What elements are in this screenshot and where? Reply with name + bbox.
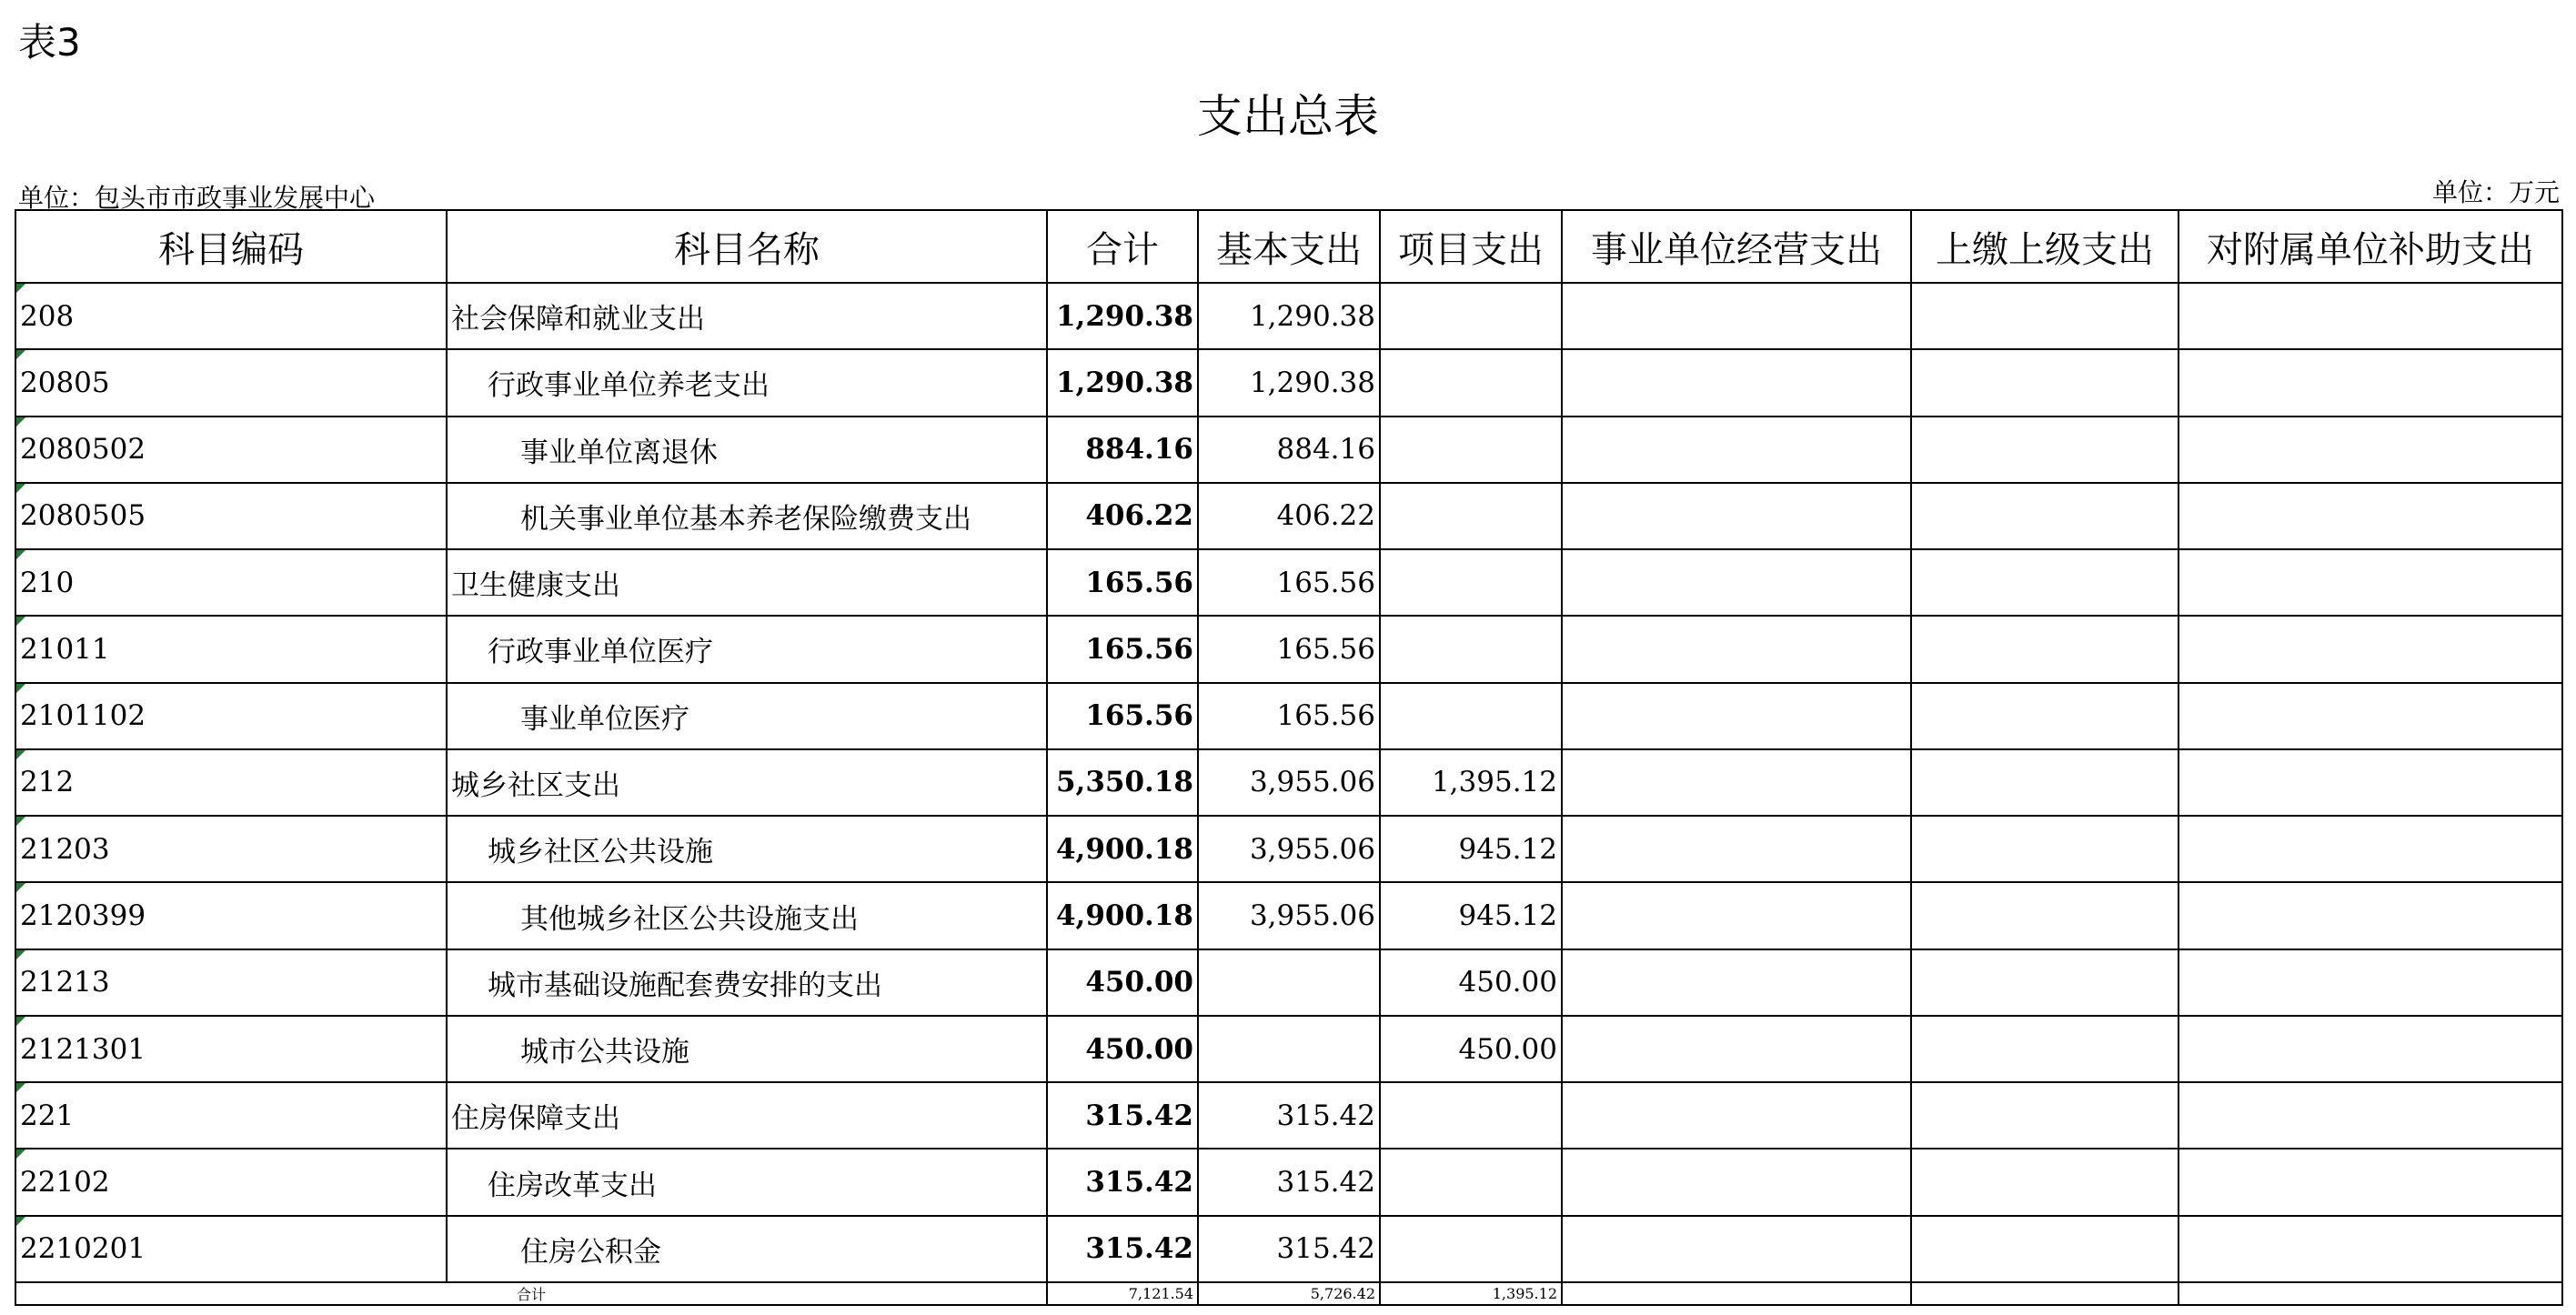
cell-total: 165.56 bbox=[1047, 549, 1198, 616]
cell-project bbox=[1380, 1082, 1562, 1149]
cell-basic: 1,290.38 bbox=[1198, 349, 1380, 416]
cell-project bbox=[1380, 1216, 1562, 1282]
cell-basic: 315.42 bbox=[1198, 1082, 1380, 1149]
cell-subsidy bbox=[2179, 1149, 2562, 1215]
cell-subsidy bbox=[2179, 816, 2562, 882]
cell-basic: 406.22 bbox=[1198, 483, 1380, 549]
cell-upper bbox=[1911, 882, 2179, 949]
cell-subsidy bbox=[2179, 1216, 2562, 1282]
cell-subsidy bbox=[2179, 949, 2562, 1016]
cell-project: 450.00 bbox=[1380, 1016, 1562, 1082]
cell-name: 其他城乡社区公共设施支出 bbox=[447, 882, 1047, 949]
cell-total: 1,290.38 bbox=[1047, 283, 1198, 349]
expenditure-table-container bbox=[15, 209, 2561, 1306]
cell-project bbox=[1380, 549, 1562, 616]
cell-business bbox=[1562, 549, 1911, 616]
total-project: 1,395.12 bbox=[1380, 1282, 1562, 1305]
table-row bbox=[15, 483, 2562, 549]
cell-business bbox=[1562, 882, 1911, 949]
cell-total: 1,290.38 bbox=[1047, 349, 1198, 416]
cell-subsidy bbox=[2179, 417, 2562, 483]
cell-basic: 3,955.06 bbox=[1198, 882, 1380, 949]
cell-subsidy bbox=[2179, 1082, 2562, 1149]
cell-basic: 165.56 bbox=[1198, 616, 1380, 682]
cell-name: 卫生健康支出 bbox=[447, 549, 1047, 616]
cell-basic: 884.16 bbox=[1198, 417, 1380, 483]
cell-project: 945.12 bbox=[1380, 882, 1562, 949]
unit-organization: 单位：包头市市政事业发展中心 bbox=[18, 183, 376, 213]
cell-total: 450.00 bbox=[1047, 1016, 1198, 1082]
cell-upper bbox=[1911, 949, 2179, 1016]
cell-business bbox=[1562, 417, 1911, 483]
cell-total: 450.00 bbox=[1047, 949, 1198, 1016]
total-row bbox=[15, 1282, 2562, 1305]
cell-code: 2210201 bbox=[15, 1216, 447, 1282]
total-upper bbox=[1911, 1282, 2179, 1305]
cell-name: 住房保障支出 bbox=[447, 1082, 1047, 1149]
table-row bbox=[15, 1082, 2562, 1149]
cell-upper bbox=[1911, 616, 2179, 682]
cell-business bbox=[1562, 816, 1911, 882]
cell-code: 21011 bbox=[15, 616, 447, 682]
table-row bbox=[15, 1216, 2562, 1282]
cell-name: 行政事业单位医疗 bbox=[447, 616, 1047, 682]
cell-basic: 3,955.06 bbox=[1198, 749, 1380, 816]
header-basic: 基本支出 bbox=[1198, 210, 1380, 283]
cell-basic: 1,290.38 bbox=[1198, 283, 1380, 349]
table-row bbox=[15, 949, 2562, 1016]
cell-total: 4,900.18 bbox=[1047, 882, 1198, 949]
cell-business bbox=[1562, 683, 1911, 749]
cell-project bbox=[1380, 283, 1562, 349]
cell-subsidy bbox=[2179, 882, 2562, 949]
cell-project bbox=[1380, 1149, 1562, 1215]
cell-code: 2121301 bbox=[15, 1016, 447, 1082]
header-total: 合计 bbox=[1047, 210, 1198, 283]
cell-upper bbox=[1911, 483, 2179, 549]
cell-name: 社会保障和就业支出 bbox=[447, 283, 1047, 349]
cell-subsidy bbox=[2179, 749, 2562, 816]
cell-basic: 165.56 bbox=[1198, 683, 1380, 749]
header-upper: 上缴上级支出 bbox=[1911, 210, 2179, 283]
cell-subsidy bbox=[2179, 683, 2562, 749]
cell-basic bbox=[1198, 949, 1380, 1016]
total-label: 合计 bbox=[15, 1282, 1047, 1305]
total-business bbox=[1562, 1282, 1911, 1305]
cell-project bbox=[1380, 483, 1562, 549]
unit-currency: 单位：万元 bbox=[2431, 177, 2560, 207]
table-row bbox=[15, 549, 2562, 616]
table-row bbox=[15, 616, 2562, 682]
cell-upper bbox=[1911, 1082, 2179, 1149]
table-number: 表3 bbox=[18, 20, 81, 65]
cell-total: 5,350.18 bbox=[1047, 749, 1198, 816]
header-name: 科目名称 bbox=[447, 210, 1047, 283]
cell-upper bbox=[1911, 683, 2179, 749]
cell-code: 2080505 bbox=[15, 483, 447, 549]
cell-business bbox=[1562, 483, 1911, 549]
cell-subsidy bbox=[2179, 283, 2562, 349]
cell-code: 21213 bbox=[15, 949, 447, 1016]
cell-basic bbox=[1198, 1016, 1380, 1082]
cell-total: 884.16 bbox=[1047, 417, 1198, 483]
cell-code: 22102 bbox=[15, 1149, 447, 1215]
cell-basic: 165.56 bbox=[1198, 549, 1380, 616]
cell-code: 2101102 bbox=[15, 683, 447, 749]
cell-name: 城乡社区公共设施 bbox=[447, 816, 1047, 882]
cell-business bbox=[1562, 283, 1911, 349]
total-basic: 5,726.42 bbox=[1198, 1282, 1380, 1305]
cell-subsidy bbox=[2179, 349, 2562, 416]
cell-subsidy bbox=[2179, 616, 2562, 682]
table-row bbox=[15, 882, 2562, 949]
cell-project bbox=[1380, 616, 1562, 682]
cell-upper bbox=[1911, 417, 2179, 483]
header-subsidy: 对附属单位补助支出 bbox=[2179, 210, 2562, 283]
cell-total: 315.42 bbox=[1047, 1216, 1198, 1282]
total-subsidy bbox=[2179, 1282, 2562, 1305]
cell-code: 20805 bbox=[15, 349, 447, 416]
cell-business bbox=[1562, 1149, 1911, 1215]
cell-project bbox=[1380, 683, 1562, 749]
cell-upper bbox=[1911, 749, 2179, 816]
table-row bbox=[15, 816, 2562, 882]
table-row bbox=[15, 1149, 2562, 1215]
cell-code: 212 bbox=[15, 749, 447, 816]
cell-upper bbox=[1911, 1016, 2179, 1082]
cell-upper bbox=[1911, 1216, 2179, 1282]
table-row bbox=[15, 683, 2562, 749]
cell-code: 2080502 bbox=[15, 417, 447, 483]
page-title: 支出总表 bbox=[1197, 90, 1379, 143]
table-row bbox=[15, 749, 2562, 816]
table-row bbox=[15, 283, 2562, 349]
cell-business bbox=[1562, 616, 1911, 682]
cell-project: 945.12 bbox=[1380, 816, 1562, 882]
cell-code: 21203 bbox=[15, 816, 447, 882]
cell-basic: 315.42 bbox=[1198, 1216, 1380, 1282]
cell-total: 315.42 bbox=[1047, 1082, 1198, 1149]
expenditure-table bbox=[15, 209, 2563, 1306]
cell-business bbox=[1562, 749, 1911, 816]
cell-name: 城市公共设施 bbox=[447, 1016, 1047, 1082]
cell-business bbox=[1562, 1016, 1911, 1082]
cell-business bbox=[1562, 1082, 1911, 1149]
cell-total: 4,900.18 bbox=[1047, 816, 1198, 882]
cell-project bbox=[1380, 417, 1562, 483]
cell-total: 165.56 bbox=[1047, 683, 1198, 749]
header-project: 项目支出 bbox=[1380, 210, 1562, 283]
cell-total: 165.56 bbox=[1047, 616, 1198, 682]
cell-subsidy bbox=[2179, 1016, 2562, 1082]
cell-upper bbox=[1911, 349, 2179, 416]
cell-code: 221 bbox=[15, 1082, 447, 1149]
cell-code: 2120399 bbox=[15, 882, 447, 949]
cell-name: 城乡社区支出 bbox=[447, 749, 1047, 816]
cell-business bbox=[1562, 349, 1911, 416]
table-row bbox=[15, 349, 2562, 416]
cell-project: 1,395.12 bbox=[1380, 749, 1562, 816]
cell-name: 事业单位医疗 bbox=[447, 683, 1047, 749]
cell-business bbox=[1562, 949, 1911, 1016]
cell-basic: 3,955.06 bbox=[1198, 816, 1380, 882]
cell-total: 406.22 bbox=[1047, 483, 1198, 549]
table-row bbox=[15, 1016, 2562, 1082]
cell-code: 210 bbox=[15, 549, 447, 616]
table-row bbox=[15, 417, 2562, 483]
cell-subsidy bbox=[2179, 549, 2562, 616]
header-code: 科目编码 bbox=[15, 210, 447, 283]
cell-name: 住房改革支出 bbox=[447, 1149, 1047, 1215]
cell-basic: 315.42 bbox=[1198, 1149, 1380, 1215]
cell-upper bbox=[1911, 549, 2179, 616]
cell-project: 450.00 bbox=[1380, 949, 1562, 1016]
cell-name: 机关事业单位基本养老保险缴费支出 bbox=[447, 483, 1047, 549]
cell-upper bbox=[1911, 1149, 2179, 1215]
header-business: 事业单位经营支出 bbox=[1562, 210, 1911, 283]
cell-upper bbox=[1911, 283, 2179, 349]
total-sum: 7,121.54 bbox=[1047, 1282, 1198, 1305]
table-body bbox=[15, 283, 2562, 1282]
cell-business bbox=[1562, 1216, 1911, 1282]
cell-name: 事业单位离退休 bbox=[447, 417, 1047, 483]
cell-name: 城市基础设施配套费安排的支出 bbox=[447, 949, 1047, 1016]
cell-project bbox=[1380, 349, 1562, 416]
cell-name: 行政事业单位养老支出 bbox=[447, 349, 1047, 416]
cell-name: 住房公积金 bbox=[447, 1216, 1047, 1282]
cell-total: 315.42 bbox=[1047, 1149, 1198, 1215]
cell-code: 208 bbox=[15, 283, 447, 349]
cell-upper bbox=[1911, 816, 2179, 882]
cell-subsidy bbox=[2179, 483, 2562, 549]
header-row bbox=[15, 210, 2562, 283]
